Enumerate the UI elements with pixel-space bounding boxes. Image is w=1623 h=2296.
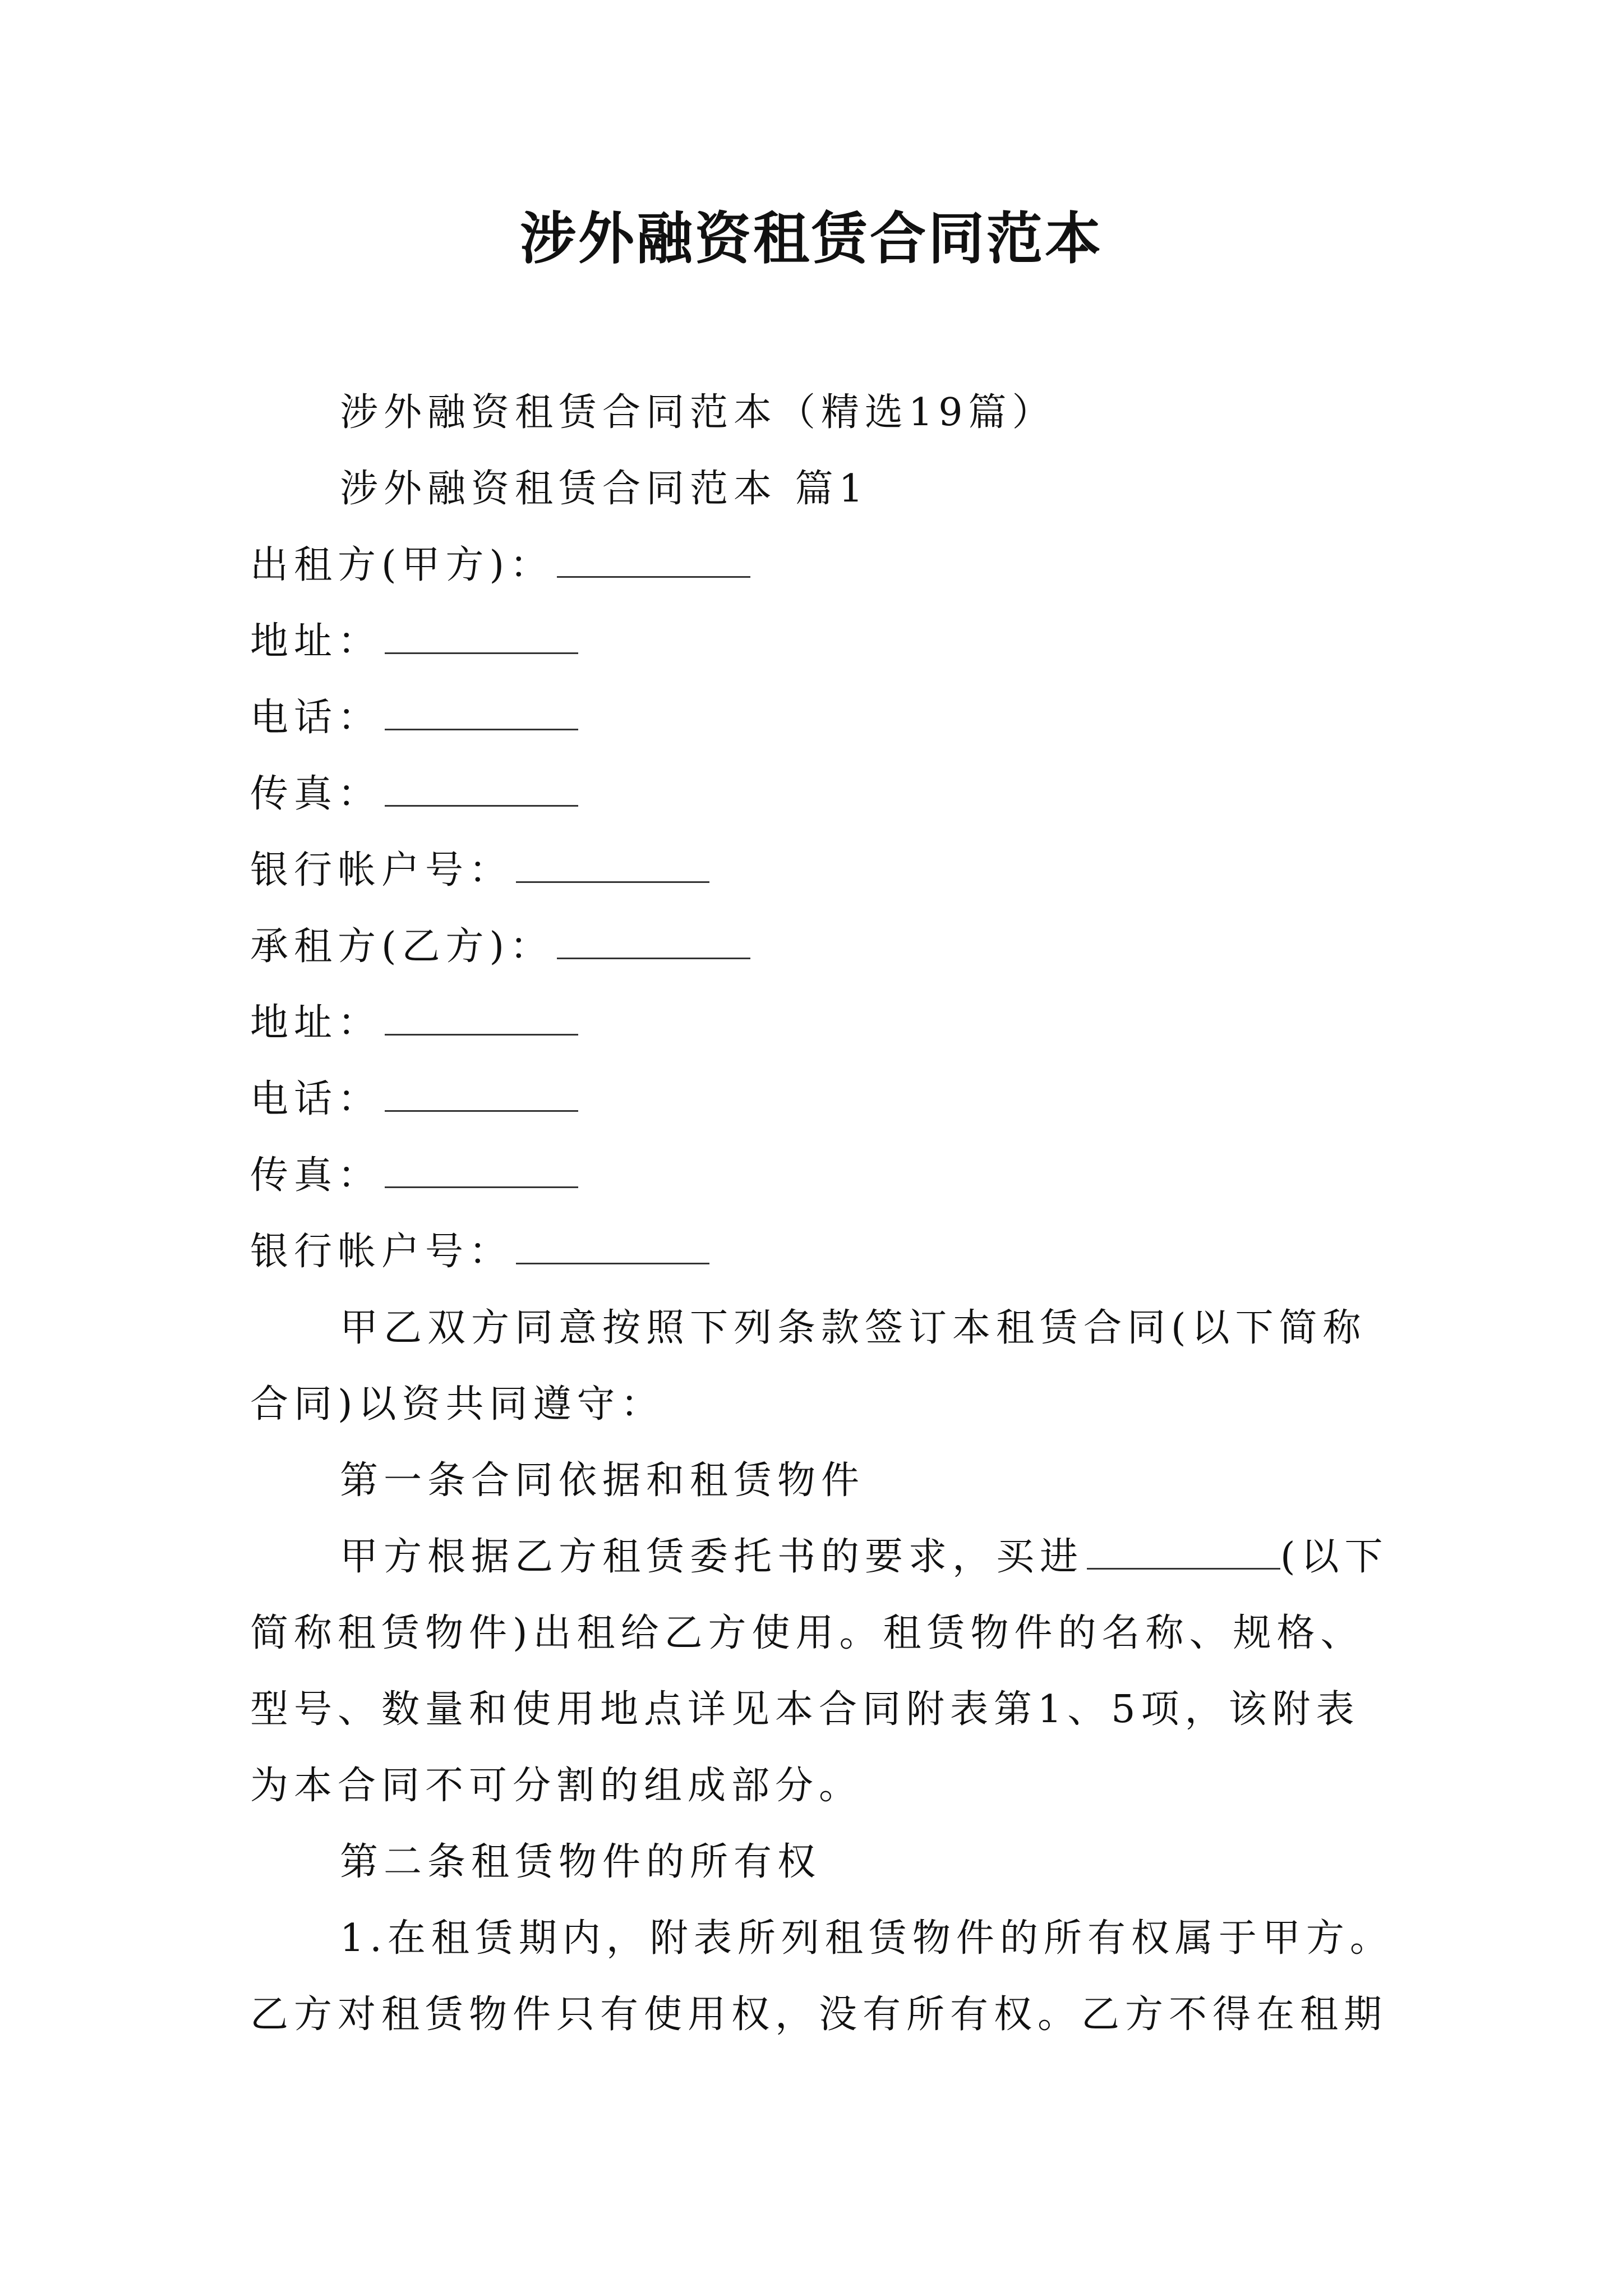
lessee-name-blank [557,930,750,959]
intro-paragraph: 甲乙双方同意按照下列条款签订本租赁合同(以下简称合同)以资共同遵守： [250,1306,1367,1427]
lessee-name-field [250,909,1394,985]
lessee-bank-field [250,1214,1394,1290]
lessor-phone-blank [385,701,578,730]
lessor-name-field [250,527,1394,604]
lessee-address-label: 地址： [250,1001,382,1045]
article1-item-blank [1087,1540,1280,1570]
lessor-bank-field [250,832,1394,909]
lessee-phone-label: 电话： [250,1077,382,1121]
document-body [250,375,1394,2053]
lessee-bank-label: 银行帐户号： [250,1230,513,1274]
document-subtitle: 涉外融资租赁合同范本（精选19篇） [340,390,1056,435]
lessee-address-blank [385,1006,578,1036]
article2-item1: 1.在租赁期内，附表所列租赁物件的所有权属于甲方。乙方对租赁物件只有使用权，没有所有权。乙方不得在租期 [250,1916,1394,2037]
lessor-fax-blank [385,777,578,807]
article1-paragraph [250,1519,1394,1824]
article1-text-before-blank: 甲方根据乙方租赁委托书的要求，买进 [340,1535,1084,1579]
lessor-name-label: 出租方(甲方)： [250,543,554,587]
article1-text-after-blank: (以下简称租赁物件)出租给乙方使用。租赁物件的名称、规格、型号、数量和使用地点详见本合同附表第1、5项，该附表为本合同不可分割的组成部分。 [250,1535,1389,1808]
lessor-fax-field [250,756,1394,832]
lessee-name-label: 承租方(乙方)： [250,924,554,969]
lessor-bank-blank [516,853,709,883]
lessor-phone-field [250,680,1394,756]
article2-heading: 第二条租赁物件的所有权 [340,1840,822,1884]
lessee-address-field [250,985,1394,1061]
lessee-phone-field [250,1061,1394,1138]
lessee-fax-field [250,1138,1394,1214]
section-heading: 涉外融资租赁合同范本 篇1 [340,467,869,511]
lessor-address-label: 地址： [250,619,382,664]
lessor-address-blank [385,624,578,654]
document-title: 涉外融资租赁合同范本 [520,205,1103,272]
lessor-name-blank [557,548,750,578]
lessee-phone-blank [385,1082,578,1112]
lessor-phone-label: 电话： [250,696,382,740]
lessor-fax-label: 传真： [250,772,382,816]
article1-heading: 第一条合同依据和租赁物件 [340,1458,865,1503]
lessee-fax-blank [385,1158,578,1188]
lessee-fax-label: 传真： [250,1153,382,1198]
lessor-bank-label: 银行帐户号： [250,848,513,892]
lessor-address-field [250,604,1394,680]
lessee-bank-blank [516,1235,709,1264]
